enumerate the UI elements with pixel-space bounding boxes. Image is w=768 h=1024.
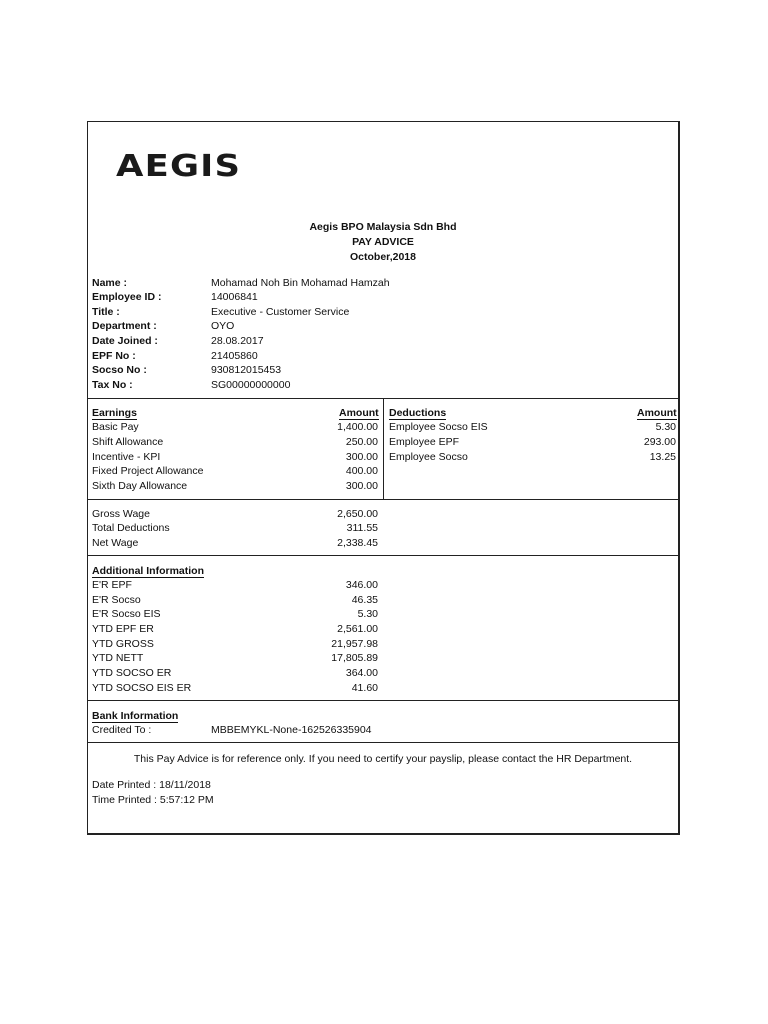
net-wage-amount: 2,338.45: [337, 537, 378, 549]
gross-wage-label: Gross Wage: [92, 508, 150, 520]
title-value: Executive - Customer Service: [211, 306, 350, 318]
tax-no-label: Tax No :: [92, 379, 133, 391]
credited-to-value: MBBEMYKL-None-162526335904: [211, 724, 372, 736]
gross-wage-amount: 2,650.00: [337, 508, 378, 520]
tax-no-value: SG00000000000: [211, 379, 291, 391]
additional-label: YTD SOCSO EIS ER: [92, 682, 192, 694]
additional-label: E'R Socso EIS: [92, 608, 161, 620]
net-wage-label: Net Wage: [92, 537, 139, 549]
deductions-amount-header: Amount: [637, 407, 677, 419]
reference-note: This Pay Advice is for reference only. If you need to certify your payslip, please contact the HR Department.: [133, 753, 633, 765]
socso-no-value: 930812015453: [211, 364, 282, 376]
employee-id-label: Employee ID :: [92, 291, 162, 303]
additional-amount: 364.00: [345, 667, 378, 679]
additional-amount: 346.00: [345, 579, 378, 591]
earning-label: Basic Pay: [92, 421, 139, 433]
title-label: Title :: [92, 306, 120, 318]
additional-amount: 46.35: [351, 594, 378, 606]
deduction-amount: 13.25: [649, 451, 676, 463]
additional-amount: 41.60: [351, 682, 378, 694]
earning-label: Fixed Project Allowance: [92, 465, 204, 477]
document-title: PAY ADVICE: [352, 236, 414, 248]
earning-amount: 400.00: [345, 465, 378, 477]
credited-to-label: Credited To :: [92, 724, 152, 736]
deduction-amount: 5.30: [655, 421, 676, 433]
earning-label: Sixth Day Allowance: [92, 480, 188, 492]
epf-no-value: 21405860: [211, 350, 258, 362]
divider: [88, 700, 678, 701]
additional-label: YTD EPF ER: [92, 623, 154, 635]
date-joined-value: 28.08.2017: [211, 335, 264, 347]
deduction-label: Employee Socso: [389, 451, 468, 463]
additional-info-header: Additional Information: [92, 565, 204, 577]
time-printed: Time Printed : 5:57:12 PM: [92, 794, 214, 806]
deduction-label: Employee Socso EIS: [389, 421, 488, 433]
pay-advice-document: [87, 121, 680, 835]
earnings-header: Earnings: [92, 407, 137, 419]
total-deductions-amount: 311.55: [346, 522, 378, 534]
additional-label: YTD NETT: [92, 652, 144, 664]
deduction-amount: 293.00: [643, 436, 676, 448]
column-divider: [383, 398, 384, 499]
total-deductions-label: Total Deductions: [92, 522, 170, 534]
socso-no-label: Socso No :: [92, 364, 147, 376]
earning-amount: 1,400.00: [337, 421, 378, 433]
date-printed: Date Printed : 18/11/2018: [92, 779, 211, 791]
bank-info-header: Bank Information: [92, 710, 179, 722]
name-value: Mohamad Noh Bin Mohamad Hamzah: [211, 277, 390, 289]
additional-label: E'R EPF: [92, 579, 132, 591]
company-name: Aegis BPO Malaysia Sdn Bhd: [309, 221, 457, 233]
additional-amount: 2,561.00: [337, 623, 378, 635]
department-label: Department :: [92, 320, 157, 332]
divider: [88, 499, 678, 500]
additional-label: YTD GROSS: [92, 638, 154, 650]
additional-amount: 17,805.89: [331, 652, 378, 664]
epf-no-label: EPF No :: [92, 350, 136, 362]
additional-label: E'R Socso: [92, 594, 141, 606]
additional-amount: 5.30: [357, 608, 378, 620]
deductions-header: Deductions: [389, 407, 447, 419]
name-label: Name :: [92, 277, 128, 289]
earning-label: Incentive - KPI: [92, 451, 161, 463]
pay-period: October,2018: [350, 251, 416, 263]
divider: [88, 742, 678, 743]
date-joined-label: Date Joined :: [92, 335, 158, 347]
divider: [88, 555, 678, 556]
earning-amount: 300.00: [345, 451, 378, 463]
earning-amount: 250.00: [345, 436, 378, 448]
deduction-label: Employee EPF: [389, 436, 460, 448]
employee-id-value: 14006841: [211, 291, 258, 303]
additional-label: YTD SOCSO ER: [92, 667, 172, 679]
earning-label: Shift Allowance: [92, 436, 164, 448]
department-value: OYO: [211, 320, 235, 332]
additional-amount: 21,957.98: [331, 638, 378, 650]
company-logo: AEGIS: [116, 149, 242, 184]
earnings-amount-header: Amount: [339, 407, 379, 419]
earning-amount: 300.00: [345, 480, 378, 492]
